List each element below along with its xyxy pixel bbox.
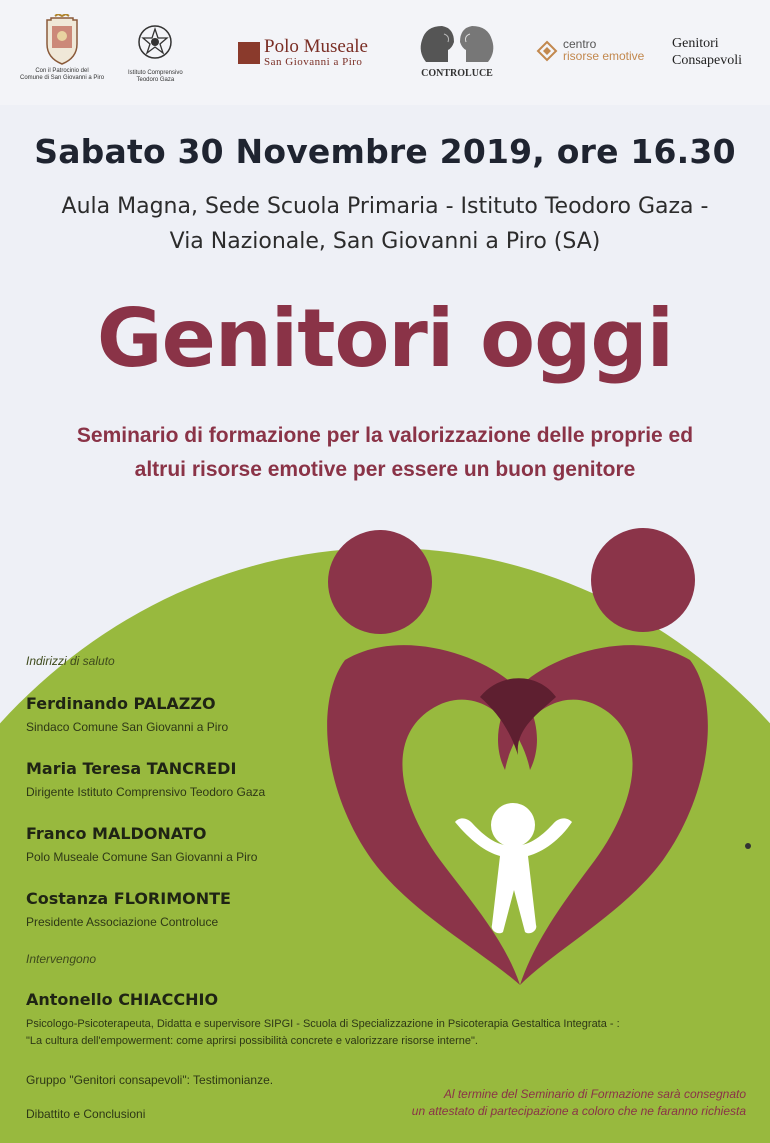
subtitle-line2: altrui risorse emotive per essere un buon genitore <box>134 458 636 481</box>
subtitle-line1: Seminario di formazione per la valorizzazione delle proprie ed <box>76 424 694 447</box>
istituto-line1: Istituto Comprensivo <box>128 70 183 76</box>
controluce-label: CONTROLUCE <box>421 68 493 79</box>
main-speaker-desc-line1: Psicologo-Psicoterapeuta, Didatta e supervisore SIPGI - Scuola di Specializzazione in Psicoterapia Gestaltica Integrata - : <box>26 1018 620 1030</box>
venue-line1: Aula Magna, Sede Scuola Primaria - Istituto Teodoro Gaza - <box>61 194 709 219</box>
main-speaker-name: Antonello CHIACCHIO <box>26 990 219 1009</box>
closing-text: Dibattito e Conclusioni <box>26 1107 146 1121</box>
centro-line1: centro <box>563 37 597 51</box>
speaker-role: Polo Museale Comune San Giovanni a Piro <box>26 850 258 864</box>
main-speaker-desc-line2: "La cultura dell'empowerment: come aprirsi possibilità concrete e valorizzare risorse interne". <box>26 1035 478 1047</box>
parent-right-head-icon <box>591 528 695 632</box>
speaker-role: Sindaco Comune San Giovanni a Piro <box>26 720 229 734</box>
greetings-label: Indirizzi di saluto <box>26 654 115 668</box>
gc-line1: Genitori <box>672 36 719 51</box>
event-date: Sabato 30 Novembre 2019, ore 16.30 <box>34 132 736 171</box>
group-testimonials: Gruppo "Genitori consapevoli": Testimonianze. <box>26 1073 274 1087</box>
child-head-icon <box>491 803 535 847</box>
patronage-line2: Comune di San Giovanni a Piro <box>20 75 105 81</box>
credit-circle-icon <box>744 842 752 850</box>
design-credit <box>744 790 756 850</box>
centro-line2: risorse emotive <box>563 49 645 63</box>
polo-title: Polo Museale <box>264 36 368 57</box>
poster-title: Genitori oggi <box>96 292 674 385</box>
venue-line2: Via Nazionale, San Giovanni a Piro (SA) <box>169 229 601 254</box>
intervene-label: Intervengono <box>26 952 97 966</box>
speaker-name: Franco MALDONATO <box>26 824 207 843</box>
certificate-note <box>316 1086 746 1120</box>
patronage-line1: Con il Patrocinio del <box>35 68 89 74</box>
speaker-role: Dirigente Istituto Comprensivo Teodoro Gaza <box>26 785 266 799</box>
speaker-name: Ferdinando PALAZZO <box>26 694 216 713</box>
parent-left-head-icon <box>328 530 432 634</box>
gc-line2: Consapevoli <box>672 53 742 68</box>
speaker-role: Presidente Associazione Controluce <box>26 915 219 929</box>
note-line2: un attestato di partecipazione a coloro che ne faranno richiesta <box>411 1104 746 1118</box>
heart-overlap <box>480 678 556 755</box>
speaker-name: Costanza FLORIMONTE <box>26 889 231 908</box>
istituto-line2: Teodoro Gaza <box>136 77 175 83</box>
speaker-name: Maria Teresa TANCREDI <box>26 759 237 778</box>
polo-subtitle: San Giovanni a Piro <box>264 56 363 68</box>
note-line1: Al termine del Seminario di Formazione sarà consegnato <box>443 1087 746 1101</box>
